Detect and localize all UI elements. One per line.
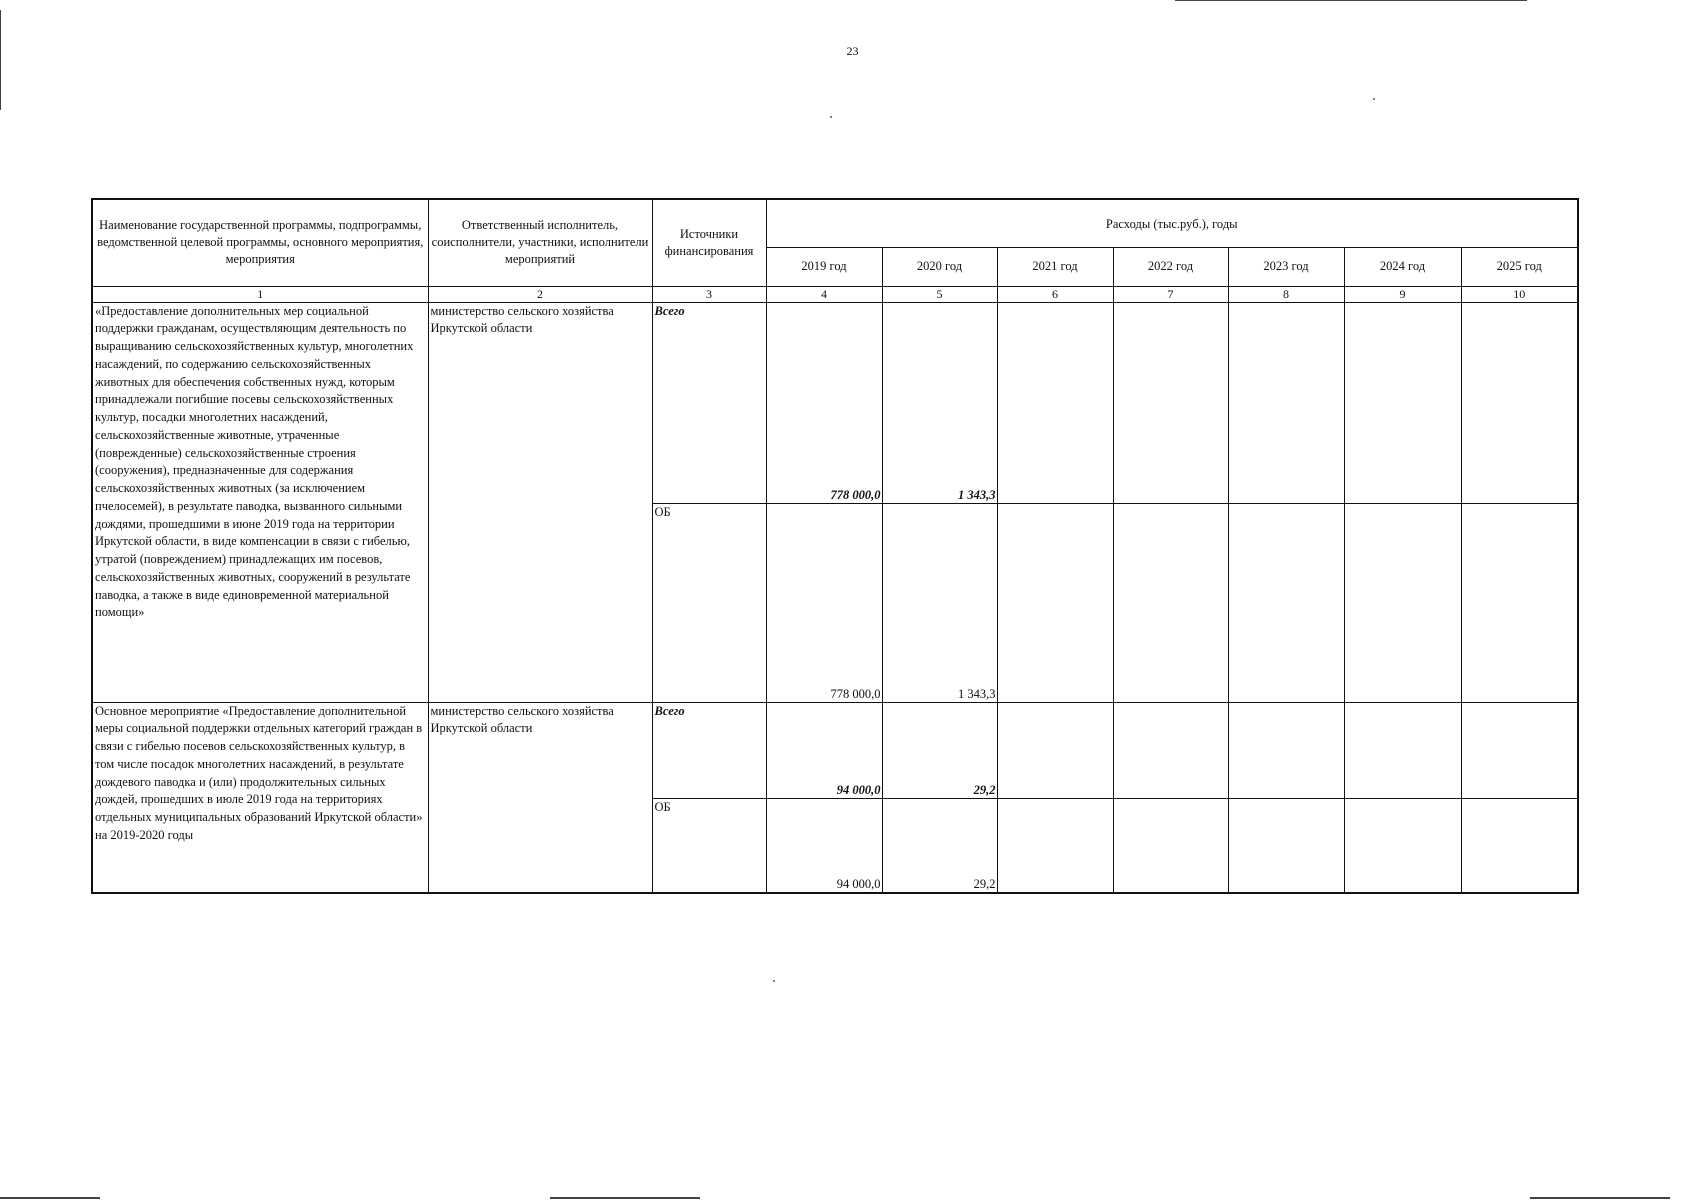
column-number: 8 [1228, 286, 1344, 302]
value-2021 [997, 302, 1113, 503]
source-label: Всего [652, 302, 766, 503]
scan-edge-bottom-left [0, 1197, 100, 1199]
value-2023 [1228, 798, 1344, 893]
source-label: Всего [652, 702, 766, 798]
executor-name: министерство сельского хозяйства Иркутской области [428, 302, 652, 702]
expenses-table [91, 198, 1579, 894]
column-number: 5 [882, 286, 997, 302]
value-2020: 29,2 [882, 798, 997, 893]
header-year: 2023 год [1228, 247, 1344, 286]
header-row [92, 199, 1578, 247]
value-2019: 94 000,0 [766, 702, 882, 798]
header-name: Наименование государственной программы, подпрограммы, ведомственной целевой программы, основного мероприятия, мероприятия [92, 199, 428, 286]
table-row [92, 702, 1578, 798]
scan-speck [1373, 98, 1375, 100]
value-2022 [1113, 702, 1228, 798]
value-2023 [1228, 302, 1344, 503]
scan-speck [830, 116, 832, 118]
scan-edge-left [0, 10, 1, 110]
scan-edge-bottom-right [1530, 1197, 1670, 1199]
column-number: 6 [997, 286, 1113, 302]
header-year: 2024 год [1344, 247, 1461, 286]
executor-name: министерство сельского хозяйства Иркутской области [428, 702, 652, 893]
program-name: «Предоставление дополнительных мер социальной поддержки гражданам, осуществляющим деятельность по выращиванию сельскохозяйственных культур, многолетних насаждений, по содержанию сельскохозяйственных животных для обеспечения собственных нужд, которым принадлежали погибшие посевы сельскохозяйственных культур, посадки многолетних насаждений, сельскохозяйственные животные, утраченные (поврежденные) сельскохозяйственные строения (сооружения), предназначенные для содержания сельскохозяйственных животных (за исключением пчелосемей), в результате паводка, вызванного сильными дождями, прошедшими в июне 2019 года на территории Иркутской области, в виде компенсации в связи с гибелью, утратой (повреждением) принадлежащих им посевов, сельскохозяйственных животных, сооружений в результате паводка, а также в виде единовременной материальной помощи» [92, 302, 428, 702]
column-number: 7 [1113, 286, 1228, 302]
program-name: Основное мероприятие «Предоставление дополнительной меры социальной поддержки отдельных категорий граждан в связи с гибелью посевов сельскохозяйственных культур, в том числе посадок многолетних насаждений, в результате дождевого паводка и (или) продолжительных сильных дождей, прошедших в июле 2019 года на территориях отдельных муниципальных образований Иркутской области» на 2019-2020 годы [92, 702, 428, 893]
value-2025 [1461, 503, 1578, 702]
header-year: 2021 год [997, 247, 1113, 286]
column-number: 4 [766, 286, 882, 302]
value-2023 [1228, 503, 1344, 702]
header-year: 2025 год [1461, 247, 1578, 286]
value-2019: 778 000,0 [766, 503, 882, 702]
value-2024 [1344, 302, 1461, 503]
value-2020: 1 343,3 [882, 302, 997, 503]
column-number: 9 [1344, 286, 1461, 302]
header-expenses: Расходы (тыс.руб.), годы [766, 199, 1578, 247]
value-2024 [1344, 503, 1461, 702]
header-year: 2022 год [1113, 247, 1228, 286]
value-2022 [1113, 302, 1228, 503]
value-2021 [997, 798, 1113, 893]
value-2022 [1113, 798, 1228, 893]
value-2021 [997, 503, 1113, 702]
scan-edge-bottom-mid [550, 1197, 700, 1199]
value-2024 [1344, 702, 1461, 798]
value-2025 [1461, 302, 1578, 503]
column-number: 2 [428, 286, 652, 302]
value-2024 [1344, 798, 1461, 893]
value-2020: 1 343,3 [882, 503, 997, 702]
header-executor: Ответственный исполнитель, соисполнители, участники, исполнители мероприятий [428, 199, 652, 286]
header-year: 2019 год [766, 247, 882, 286]
value-2021 [997, 702, 1113, 798]
scan-edge-top [1175, 0, 1527, 1]
value-2019: 94 000,0 [766, 798, 882, 893]
value-2019: 778 000,0 [766, 302, 882, 503]
column-number: 10 [1461, 286, 1578, 302]
page-number: 23 [846, 44, 859, 58]
value-2022 [1113, 503, 1228, 702]
scan-speck [773, 980, 775, 982]
value-2020: 29,2 [882, 702, 997, 798]
source-label: ОБ [652, 798, 766, 893]
column-numbers-row [92, 286, 1578, 302]
header-year: 2020 год [882, 247, 997, 286]
column-number: 3 [652, 286, 766, 302]
source-label: ОБ [652, 503, 766, 702]
value-2025 [1461, 702, 1578, 798]
value-2023 [1228, 702, 1344, 798]
value-2025 [1461, 798, 1578, 893]
header-source: Источники финансирования [652, 199, 766, 286]
column-number: 1 [92, 286, 428, 302]
table-row [92, 302, 1578, 503]
